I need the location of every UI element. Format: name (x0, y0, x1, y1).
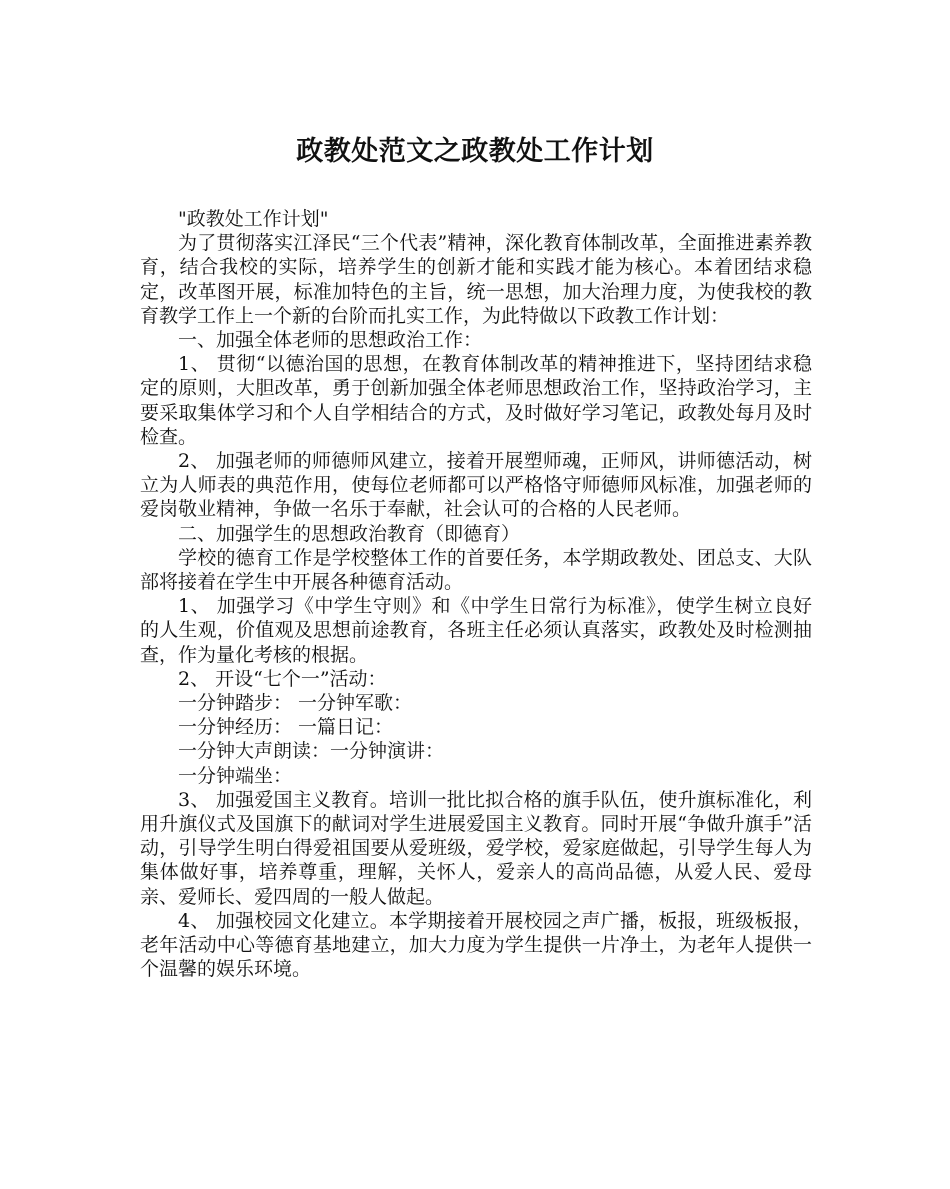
subtitle-paragraph: "政教处工作计划" (178, 208, 329, 230)
body-paragraph: 2、 加强老师的师德师风建立，接着开展塑师魂，正师风，讲师德活动，树立为人师表的典范作用，使每位老师都可以严格恪守师德师风标准，加强老师的爱岗敬业精神，争做一名乐于奉献，社会认可的合格的人民老师。 (140, 450, 812, 521)
body-paragraph: 学校的德育工作是学校整体工作的首要任务，本学期政教处、团总支、大队部将接着在学生中开展各种德育活动。 (140, 546, 812, 594)
intro-paragraph: 为了贯彻落实江泽民“三个代表”精神，深化教育体制改革，全面推进素养教育，结合我校的实际，培养学生的创新才能和实践才能为核心。本着团结求稳定，改革图开展，标准加特色的主旨，统一思想，加大治理力度，为使我校的教育教学工作上一个新的台阶而扎实工作，为此特做以下政教工作计划： (140, 232, 812, 327)
body-paragraph: 1、 加强学习《中学生守则》和《中学生日常行为标准》，使学生树立良好的人生观，价值观及思想前途教育，各班主任必须认真落实，政教处及时检测抽查，作为量化考核的根据。 (140, 595, 812, 666)
document-title: 政教处范文之政教处工作计划 (296, 136, 654, 167)
activity-line: 一分钟经历： 一篇日记： (178, 716, 394, 739)
activity-line: 一分钟踏步： 一分钟军歌： (178, 692, 413, 715)
section-heading-2: 二、加强学生的思想政治教育（即德育） (178, 522, 521, 545)
body-paragraph: 3、 加强爱国主义教育。培训一批比拟合格的旗手队伍，使升旗标准化，利用升旗仪式及国旗下的献词对学生进展爱国主义教育。同时开展“争做升旗手”活动，引导学生明白得爱祖国要从爱班级，爱学校，爱家庭做起，引导学生每人为集体做好事，培养尊重，理解，关怀人，爱亲人的高尚品德，从爱人民、爱母亲、爱师长、爱四周的一般人做起。 (140, 788, 812, 908)
body-paragraph: 4、 加强校园文化建立。本学期接着开展校园之声广播，板报，班级板报，老年活动中心等德育基地建立，加大力度为学生提供一片净土，为老年人提供一个温馨的娱乐环境。 (140, 909, 812, 981)
activity-line: 一分钟大声朗读：一分钟演讲： (178, 740, 445, 763)
section-heading-1: 一、加强全体老师的思想政治工作： (178, 329, 483, 352)
document-body (140, 207, 812, 982)
activity-line: 一分钟端坐： (178, 764, 293, 787)
body-paragraph: 2、 开设“七个一”活动： (178, 667, 387, 690)
body-paragraph: 1、 贯彻“以德治国的思想，在教育体制改革的精神推进下，坚持团结求稳定的原则，大胆改革，勇于创新加强全体老师思想政治工作，坚持政治学习，主要采取集体学习和个人自学相结合的方式，及时做好学习笔记，政教处每月及时检查。 (140, 353, 812, 448)
